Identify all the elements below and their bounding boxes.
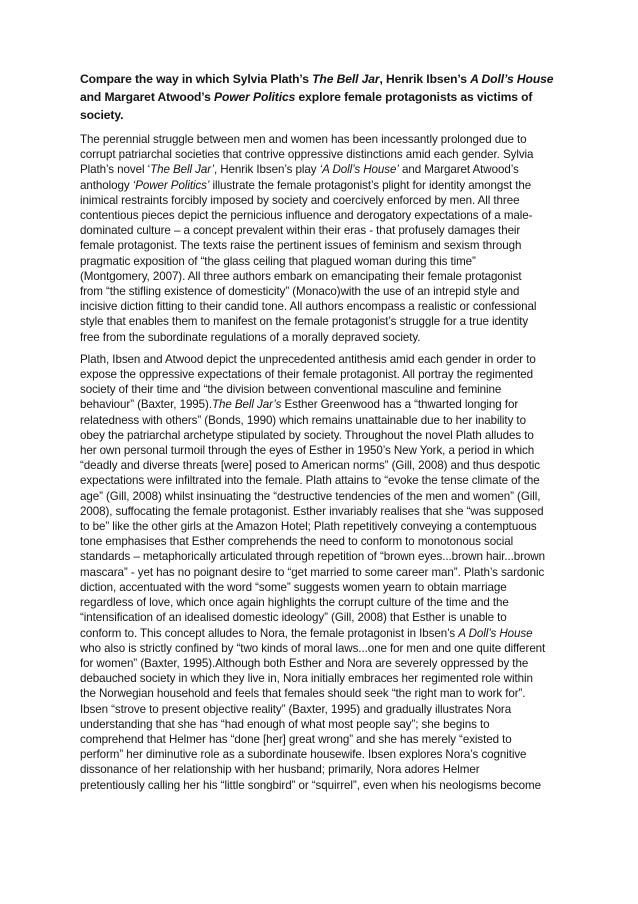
text-line: diction, accentuated with the word “some” suggests women yearn to obtain marriage (80, 580, 507, 594)
text-line: incisive diction fitting to their candid tone. All authors encompass a realistic or confessional (80, 300, 537, 314)
italic-text: The Bell Jar (312, 72, 380, 86)
italic-text: Power Politics (213, 90, 296, 104)
paragraph (80, 352, 552, 793)
italic-text: The Bell Jar’ (150, 163, 214, 177)
paragraph (80, 132, 552, 345)
text-line: Plath’s novel ‘The Bell Jar’, Henrik Ibsen’s play ‘A Doll’s House’ and Margaret Atwood’s (80, 163, 519, 177)
text-line: (Montgomery, 2007). All three authors embark on emancipating their female protagonist (80, 269, 522, 283)
text-line: from “the stifling existence of domesticity” (Monaco)with the use of an intrepid style and (80, 285, 520, 299)
text-line: age” (Gill, 2008) whilst insinuating the “destructive tendencies of the men and women” (Gill, (80, 489, 541, 503)
essay-title (80, 70, 552, 124)
text-line: 2008), suffocating the female protagonist. Esther invariably realises that she “was supposed (80, 504, 544, 518)
text-line: Plath, Ibsen and Atwood depict the unprecedented antithesis amid each gender in order to (80, 352, 536, 366)
text-line: for women” (Baxter, 1995).Although both Esther and Nora are severely oppressed by the (80, 656, 529, 670)
text-line: dissonance of her relationship with her husband; primarily, Nora adores Helmer (80, 763, 480, 777)
text-line: conform to. This concept alludes to Nora, the female protagonist in Ibsen’s A Doll’s House (80, 626, 533, 640)
text-line: inimical restraints forcibly imposed by society and coercively enforced by men. All three (80, 193, 520, 207)
text-line: understanding that she has “had enough of what most people say”; she begins to (80, 717, 490, 731)
text-line: standards – metaphorically articulated through repetition of “brown eyes...brown hair...brown (80, 550, 545, 564)
text-line: pragmatic exposition of “the glass ceiling that plagued woman during this time” (80, 254, 476, 268)
text-line: pretentiously calling her his “little songbird” or “squirrel”, even when his neologisms become (80, 778, 541, 792)
text-line: obey the patriarchal archetype stipulated by society. Throughout the novel Plath alludes to (80, 428, 534, 442)
italic-text: ‘Power Politics’ (132, 178, 210, 192)
title-line: Compare the way in which Sylvia Plath’s The Bell Jar, Henrik Ibsen’s A Doll’s House (80, 72, 554, 86)
text-line: mascara” - yet has no poignant desire to “get married to some career man”. Plath’s sardonic (80, 565, 545, 579)
text-line: style that enables them to manifest on the female protagonist’s struggle for a true identity (80, 315, 529, 329)
italic-text: A Doll’s House (458, 626, 533, 640)
text-line: contentious pieces depict the pernicious influence and derogatory expectations of a male- (80, 209, 533, 223)
text-line: debauched society in which they live in, Nora initially embraces her regimented role within (80, 672, 533, 686)
text-line: expose the oppressive expectations of their female protagonist. All portray the regimented (80, 368, 533, 382)
text-line: regardless of love, which once again highlights the corrupt culture of the time and the (80, 596, 509, 610)
text-line: free from the subordinate regulations of a morally depraved society. (80, 330, 421, 344)
text-line: dominated culture – a concept prevalent within their eras - that profusely damages their (80, 224, 521, 238)
text-line: relatedness with others” (Bonds, 1990) which remains unattainable due to her inability to (80, 413, 526, 427)
essay-body (80, 132, 552, 793)
text-line: “intensification of an idealised domestic ideology” (Gill, 2008) that Esther is unable to (80, 611, 507, 625)
text-line: corrupt patriarchal societies that contrive oppressive distinctions amid each gender. Sylvia (80, 148, 534, 162)
text-line: female protagonist. The texts raise the pertinent issues of feminism and sexism through (80, 239, 522, 253)
text-line: The perennial struggle between men and women has been incessantly prolonged due to (80, 133, 527, 146)
text-line: the Norwegian household and feels that females should seek “the right man to work for”. (80, 687, 526, 701)
text-line: comprehend that Helmer has “done [her] great wrong” and she has merely “existed to (80, 732, 512, 746)
text-line: society of their time and “the division between conventional masculine and feminine (80, 383, 502, 397)
text-line: expectations were infiltrated into the female. Plath attains to “evoke the tense climate of the (80, 474, 540, 488)
text-line: her own personal turmoil through the eyes of Esther in 1950’s New York, a period in which (80, 444, 535, 458)
text-line: who also is strictly confined by “two kinds of moral laws...one for men and one quite different (80, 641, 546, 655)
text-line: to be” like the other girls at the Amazon Hotel; Plath repetitively conveying a contemptuous (80, 520, 537, 534)
text-line: perform” her diminutive role as a subordinate housewife. Ibsen explores Nora’s cognitive (80, 748, 527, 762)
text-line: “deadly and diverse threats [were] posed to American norms” (Gill, 2008) and thus despotic (80, 459, 541, 473)
text-line: tone emphasises that Esther comprehends the need to conform to monotonous social (80, 535, 514, 549)
italic-text: A Doll’s House (470, 72, 554, 86)
italic-text: The Bell Jar’s (211, 398, 282, 412)
text-line: anthology ‘Power Politics’ illustrate the female protagonist’s plight for identity amongst the (80, 178, 532, 192)
italic-text: ‘A Doll’s House’ (319, 163, 399, 177)
title-line: society. (80, 108, 124, 122)
text-line: behaviour” (Baxter, 1995).The Bell Jar’s Esther Greenwood has a “thwarted longing for (80, 398, 519, 412)
title-line: and Margaret Atwood’s Power Politics explore female protagonists as victims of (80, 90, 533, 104)
text-line: Ibsen “strove to present objective reality” (Baxter, 1995) and gradually illustrates Nora (80, 702, 512, 716)
